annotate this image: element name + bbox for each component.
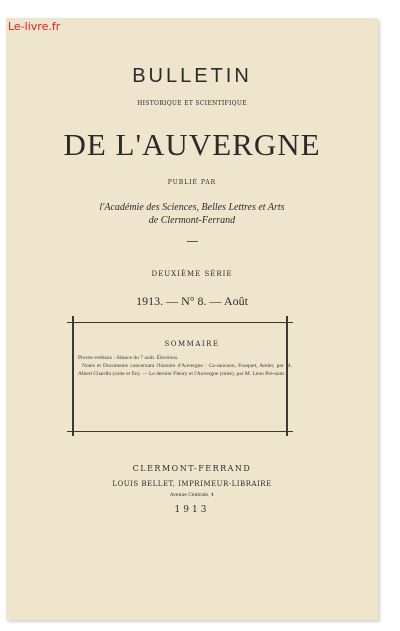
summary-heading: SOMMAIRE	[164, 340, 220, 348]
academy-name	[6, 201, 378, 227]
watermark: Le-livre.fr	[8, 20, 61, 33]
published-by: PUBLIÉ PAR	[167, 179, 217, 186]
publication-year: 1913	[174, 505, 210, 515]
issue-line: 1913. — N° 8. — Août	[136, 294, 248, 308]
academy-line-2: de Clermont-Ferrand	[148, 215, 236, 226]
academy-line-1: l'Académie des Sciences, Belles Lettres et Arts	[99, 202, 285, 213]
publisher-city: CLERMONT-FERRAND	[132, 464, 252, 473]
printer-address: Avenue Centrale, 4	[170, 493, 214, 498]
summary-entry: Notes et Documents concernant l'histoire d'Auvergne : Ca-sauvaon, Fouquet, Amier, par M. Albert Chardin (suite et fin). — Le dernier Fleury et l'Auvergne (suite), par M. Léon Pré-nant.	[78, 362, 292, 377]
document-page	[6, 18, 378, 620]
summary-box-left-rule	[72, 316, 74, 436]
series-label: DEUXIÈME SÉRIE	[151, 270, 233, 278]
main-title: DE L'AUVERGNE	[63, 127, 321, 162]
subtitle: HISTORIQUE ET SCIENTIFIQUE	[137, 100, 247, 107]
printer-name: LOUIS BELLET, IMPRIMEUR-LIBRAIRE	[112, 480, 272, 488]
title-bulletin: BULLETIN	[132, 65, 252, 87]
summary-contents	[78, 355, 292, 378]
summary-entry: Procès-verbaux : Séance du 7 août. Élections.	[78, 355, 179, 361]
separator-rule	[187, 241, 198, 242]
